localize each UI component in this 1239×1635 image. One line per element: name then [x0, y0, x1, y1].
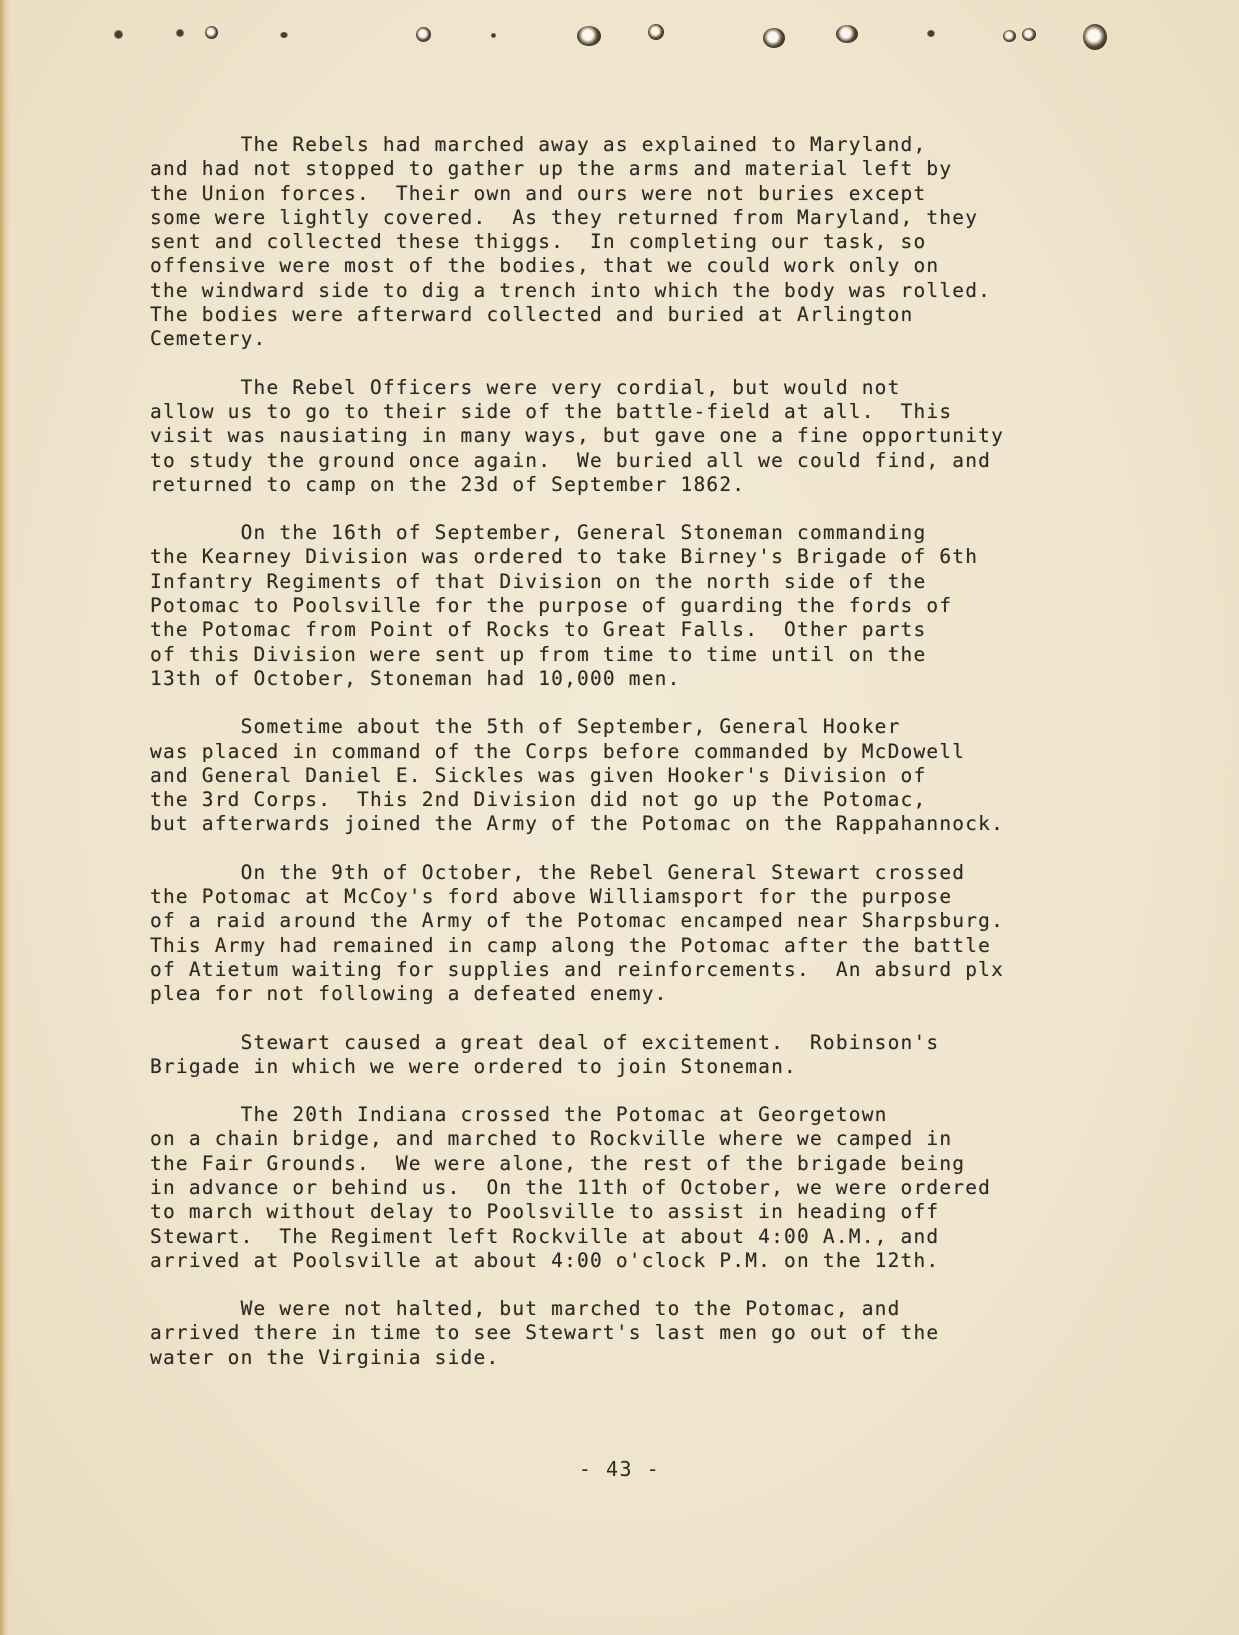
text-line: water on the Virginia side. [150, 1345, 500, 1369]
text-line: plea for not following a defeated enemy. [150, 982, 668, 1006]
text-line: sent and collected these thiggs. In completing our task, so [150, 230, 927, 254]
text-line: arrived there in time to see Stewart's last men go out of the [150, 1321, 940, 1345]
text-line: the windward side to dig a trench into which the body was rolled. [150, 278, 992, 302]
typed-text-body [150, 133, 1150, 1394]
text-line: of a raid around the Army of the Potomac encamped near Sharpsburg. [150, 909, 1005, 933]
punch-hole [491, 33, 496, 38]
text-line: visit was nausiating in many ways, but gave one a fine opportunity [150, 424, 1005, 448]
paragraph [150, 1103, 1150, 1273]
text-line: Sometime about the 5th of September, General Hooker [150, 715, 901, 739]
punch-hole [1083, 24, 1107, 50]
text-line: the Union forces. Their own and ours were not buries except [150, 181, 927, 205]
punch-hole [577, 26, 601, 46]
paragraph [150, 715, 1150, 836]
text-line: some were lightly covered. As they returned from Maryland, they [150, 205, 979, 229]
text-line: the 3rd Corps. This 2nd Division did not go up the Potomac, [150, 788, 927, 812]
punch-hole [1003, 30, 1016, 42]
paragraph [150, 1031, 1150, 1080]
text-line: The Rebels had marched away as explained to Maryland, [150, 133, 927, 156]
text-line: was placed in command of the Corps before commanded by McDowell [150, 739, 966, 763]
text-line: but afterwards joined the Army of the Potomac on the Rappahannock. [150, 812, 1005, 836]
punch-hole [176, 29, 184, 37]
paragraph [150, 1297, 1150, 1370]
punch-holes [0, 0, 1239, 80]
punch-hole [927, 30, 935, 37]
text-line: of this Division were sent up from time to time until on the [150, 642, 927, 666]
paragraph [150, 521, 1150, 691]
text-line: This Army had remained in camp along the Potomac after the battle [150, 933, 992, 957]
text-line: We were not halted, but marched to the Potomac, and [150, 1297, 901, 1321]
page-edge [0, 0, 10, 1635]
text-line: arrived at Poolsville at about 4:00 o'clock P.M. on the 12th. [150, 1248, 940, 1272]
text-line: Potomac to Poolsville for the purpose of guarding the fords of [150, 594, 953, 618]
text-line: to march without delay to Poolsville to assist in heading off [150, 1200, 940, 1224]
punch-hole [280, 32, 288, 38]
text-line: Stewart caused a great deal of excitement. Robinson's [150, 1030, 940, 1054]
text-line: On the 9th of October, the Rebel General Stewart crossed [150, 860, 966, 884]
text-line: and had not stopped to gather up the arms and material left by [150, 157, 953, 181]
text-line: Stewart. The Regiment left Rockville at about 4:00 A.M., and [150, 1224, 940, 1248]
text-line: of Atietum waiting for supplies and reinforcements. An absurd plx [150, 957, 1005, 981]
text-line: allow us to go to their side of the battle-field at all. This [150, 399, 953, 423]
text-line: in advance or behind us. On the 11th of October, we were ordered [150, 1175, 992, 1199]
text-line: the Potomac from Point of Rocks to Great Falls. Other parts [150, 618, 927, 642]
text-line: the Fair Grounds. We were alone, the rest of the brigade being [150, 1151, 966, 1175]
text-line: on a chain bridge, and marched to Rockville where we camped in [150, 1127, 953, 1151]
text-line: and General Daniel E. Sickles was given Hooker's Division of [150, 763, 927, 787]
text-line: returned to camp on the 23d of September 1862. [150, 472, 746, 496]
punch-hole [648, 24, 664, 40]
text-line: Brigade in which we were ordered to join Stoneman. [150, 1054, 797, 1078]
text-line: the Kearney Division was ordered to take Birney's Brigade of 6th [150, 545, 979, 569]
text-line: Cemetery. [150, 327, 267, 351]
text-line: The bodies were afterward collected and buried at Arlington [150, 303, 914, 327]
text-line: offensive were most of the bodies, that we could work only on [150, 254, 940, 278]
text-line: the Potomac at McCoy's ford above Williamsport for the purpose [150, 885, 953, 909]
text-line: to study the ground once again. We buried all we could find, and [150, 448, 992, 472]
paragraph [150, 861, 1150, 1007]
punch-hole [114, 30, 123, 39]
paragraph [150, 376, 1150, 497]
punch-hole [763, 28, 785, 48]
paragraph [150, 133, 1150, 352]
punch-hole [205, 26, 218, 39]
page-number: - 43 - [578, 1457, 661, 1481]
text-line: Infantry Regiments of that Division on the north side of the [150, 569, 927, 593]
text-line: The Rebel Officers were very cordial, but would not [150, 375, 901, 399]
punch-hole [1022, 28, 1036, 41]
punch-hole [416, 27, 431, 42]
text-line: 13th of October, Stoneman had 10,000 men. [150, 666, 681, 690]
text-line: The 20th Indiana crossed the Potomac at Georgetown [150, 1103, 888, 1127]
punch-hole [836, 25, 858, 43]
text-line: On the 16th of September, General Stoneman commanding [150, 521, 927, 545]
